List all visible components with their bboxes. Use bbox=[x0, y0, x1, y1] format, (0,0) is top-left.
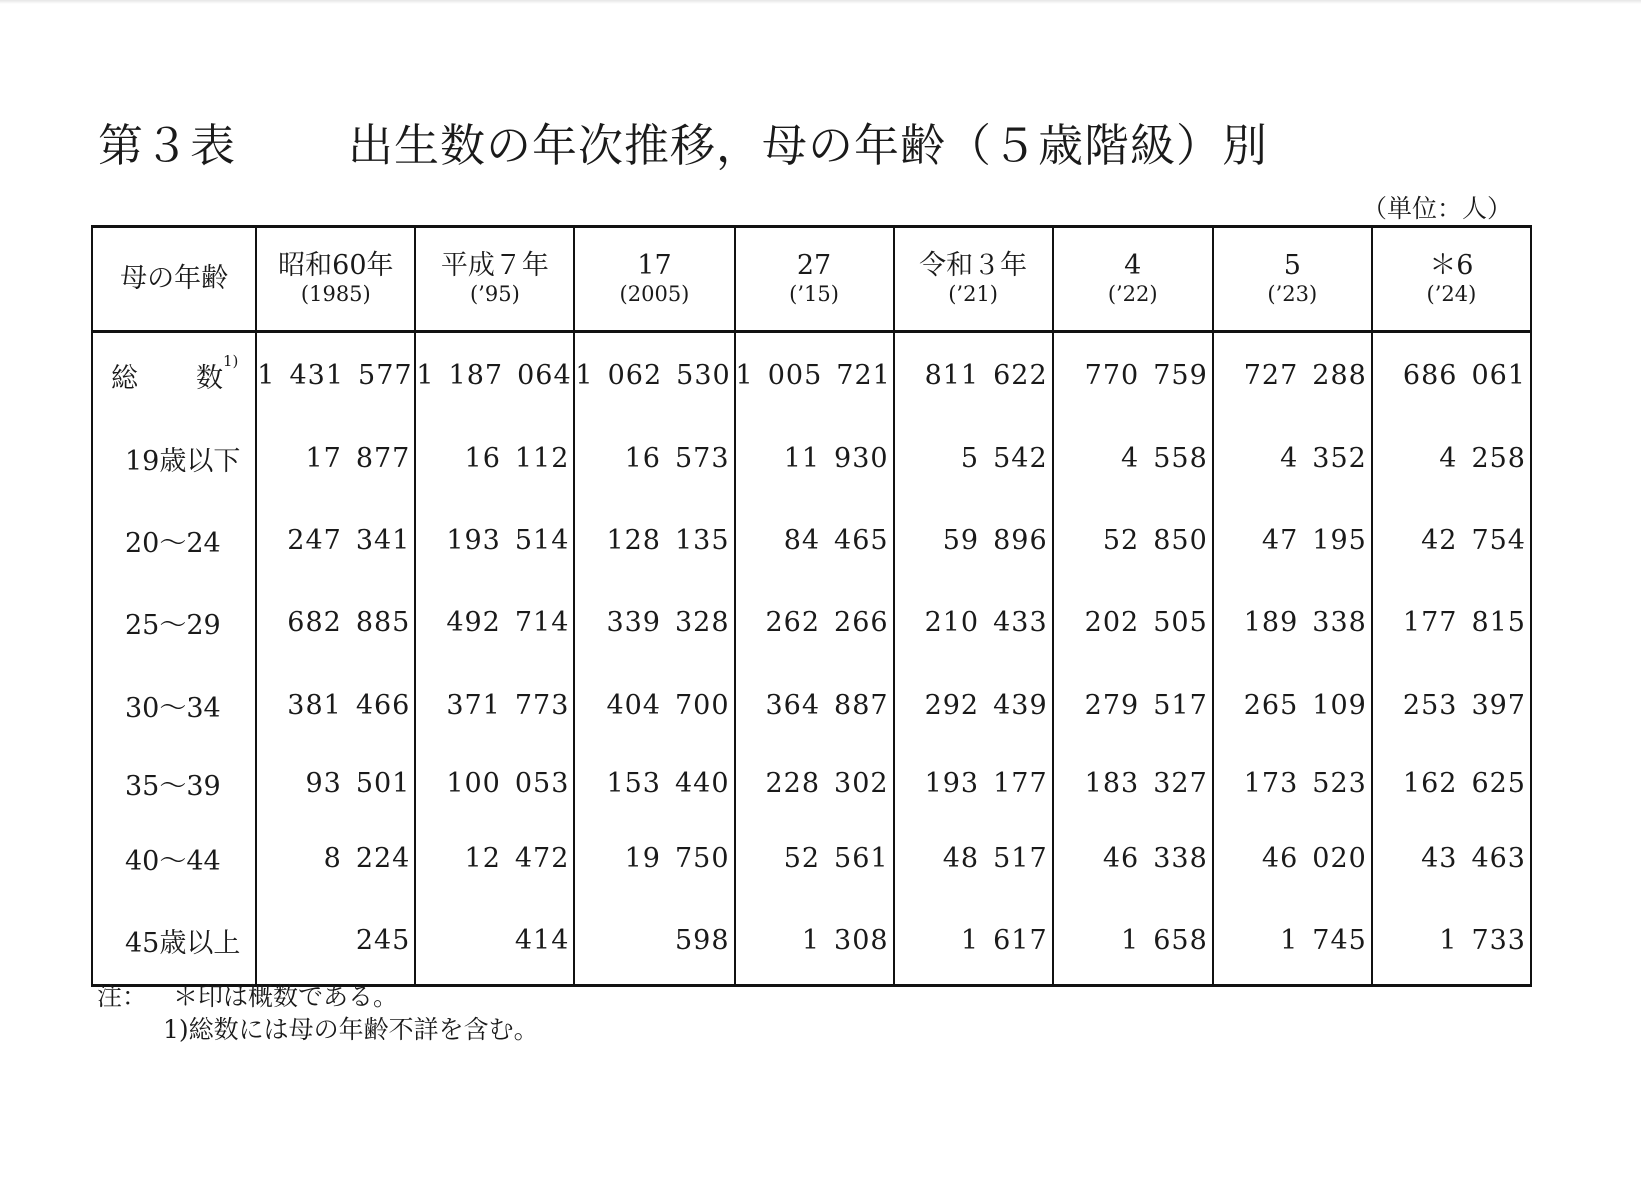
column-header bbox=[1053, 227, 1213, 332]
column-year: ＊6 bbox=[1429, 250, 1474, 281]
table-cell: 1 005 721 bbox=[735, 332, 894, 418]
column-year: 4 bbox=[1124, 250, 1142, 281]
table-cell: 52 850 bbox=[1053, 500, 1213, 581]
total-label-part: 数 bbox=[196, 362, 223, 394]
row-label: 30～34 bbox=[92, 665, 256, 746]
table-cell: 253 397 bbox=[1372, 665, 1531, 746]
table-cell: 177 815 bbox=[1372, 581, 1531, 665]
table-cell: 173 523 bbox=[1213, 746, 1372, 821]
table-cell: 42 754 bbox=[1372, 500, 1531, 581]
table-cell: 59 896 bbox=[894, 500, 1053, 581]
column-header bbox=[894, 227, 1053, 332]
table-notes bbox=[97, 980, 539, 1046]
table-cell: 17 877 bbox=[256, 418, 415, 500]
note-text: 1)総数には母の年齢不詳を含む。 bbox=[163, 1015, 539, 1044]
table-cell: 414 bbox=[415, 897, 574, 986]
column-year-sub: (’15) bbox=[789, 282, 839, 306]
header-row bbox=[92, 227, 1531, 332]
column-year-sub: (’24) bbox=[1426, 282, 1477, 306]
row-label: 19歳以下 bbox=[92, 418, 256, 500]
table-cell: 100 053 bbox=[415, 746, 574, 821]
total-label-part: 総 bbox=[111, 362, 138, 394]
table-cell: 4 352 bbox=[1213, 418, 1372, 500]
table-row-total bbox=[92, 332, 1531, 418]
table-cell: 1 187 064 bbox=[415, 332, 574, 418]
column-header bbox=[1372, 227, 1531, 332]
table-cell: 381 466 bbox=[256, 665, 415, 746]
table-row bbox=[92, 897, 1531, 986]
table-cell: 93 501 bbox=[256, 746, 415, 821]
table-cell: 228 302 bbox=[735, 746, 894, 821]
table-row bbox=[92, 581, 1531, 665]
table-cell: 4 258 bbox=[1372, 418, 1531, 500]
column-header bbox=[256, 227, 415, 332]
table-cell: 1 733 bbox=[1372, 897, 1531, 986]
table-cell: 339 328 bbox=[574, 581, 734, 665]
row-label: 25～29 bbox=[92, 581, 256, 665]
footnote-marker: 1) bbox=[223, 351, 239, 370]
table-cell: 19 750 bbox=[574, 821, 734, 897]
table-cell: 404 700 bbox=[574, 665, 734, 746]
table-cell: 1 062 530 bbox=[574, 332, 734, 418]
column-year-sub: (’22) bbox=[1107, 282, 1158, 306]
unit-label: （単位：人） bbox=[1361, 194, 1512, 223]
table-cell: 686 061 bbox=[1372, 332, 1531, 418]
table-cell: 727 288 bbox=[1213, 332, 1372, 418]
table-header bbox=[92, 227, 1531, 332]
table-cell: 193 514 bbox=[415, 500, 574, 581]
table-cell: 682 885 bbox=[256, 581, 415, 665]
table-row bbox=[92, 500, 1531, 581]
table-cell: 364 887 bbox=[735, 665, 894, 746]
table-cell: 210 433 bbox=[894, 581, 1053, 665]
row-label: 35～39 bbox=[92, 746, 256, 821]
table-cell: 5 542 bbox=[894, 418, 1053, 500]
table-cell: 162 625 bbox=[1372, 746, 1531, 821]
table-cell: 193 177 bbox=[894, 746, 1053, 821]
table-cell: 16 112 bbox=[415, 418, 574, 500]
births-table bbox=[91, 225, 1532, 987]
table-cell: 598 bbox=[574, 897, 734, 986]
column-year: 5 bbox=[1283, 250, 1301, 281]
table-cell: 4 558 bbox=[1053, 418, 1213, 500]
table-cell: 770 759 bbox=[1053, 332, 1213, 418]
table-cell: 43 463 bbox=[1372, 821, 1531, 897]
column-year-sub: (2005) bbox=[619, 282, 690, 306]
row-label: 40～44 bbox=[92, 821, 256, 897]
table-cell: 492 714 bbox=[415, 581, 574, 665]
column-header bbox=[735, 227, 894, 332]
table-cell: 8 224 bbox=[256, 821, 415, 897]
table-cell: 202 505 bbox=[1053, 581, 1213, 665]
table-cell: 245 bbox=[256, 897, 415, 986]
table-cell: 1 658 bbox=[1053, 897, 1213, 986]
table-cell: 48 517 bbox=[894, 821, 1053, 897]
table-body bbox=[92, 332, 1531, 986]
table-cell: 52 561 bbox=[735, 821, 894, 897]
table-cell: 279 517 bbox=[1053, 665, 1213, 746]
table-cell: 153 440 bbox=[574, 746, 734, 821]
table-cell: 292 439 bbox=[894, 665, 1053, 746]
top-shadow bbox=[0, 0, 1641, 4]
table-cell: 1 617 bbox=[894, 897, 1053, 986]
table-cell: 128 135 bbox=[574, 500, 734, 581]
column-year-sub: (’23) bbox=[1267, 282, 1318, 306]
table-row bbox=[92, 821, 1531, 897]
column-year-sub: (1985) bbox=[300, 282, 371, 306]
table-cell: 371 773 bbox=[415, 665, 574, 746]
table-cell: 247 341 bbox=[256, 500, 415, 581]
table-row bbox=[92, 665, 1531, 746]
table-title bbox=[98, 118, 1268, 174]
column-year: 平成７年 bbox=[440, 250, 549, 281]
table-cell: 16 573 bbox=[574, 418, 734, 500]
note-text: ＊印は概数である。 bbox=[173, 982, 399, 1011]
table-cell: 265 109 bbox=[1213, 665, 1372, 746]
column-header bbox=[1213, 227, 1372, 332]
table-cell: 12 472 bbox=[415, 821, 574, 897]
column-year: 17 bbox=[637, 250, 672, 281]
column-year: 令和３年 bbox=[919, 250, 1028, 281]
table-cell: 262 266 bbox=[735, 581, 894, 665]
table-cell: 46 020 bbox=[1213, 821, 1372, 897]
table-cell: 183 327 bbox=[1053, 746, 1213, 821]
table-cell: 1 431 577 bbox=[256, 332, 415, 418]
table-cell: 189 338 bbox=[1213, 581, 1372, 665]
column-header bbox=[574, 227, 734, 332]
table-number: 第３表 bbox=[98, 119, 237, 172]
table-cell: 1 745 bbox=[1213, 897, 1372, 986]
note-label: 注： bbox=[97, 982, 148, 1011]
column-year-sub: (’95) bbox=[469, 282, 520, 306]
table-cell: 11 930 bbox=[735, 418, 894, 500]
row-label: 20～24 bbox=[92, 500, 256, 581]
table-cell: 1 308 bbox=[735, 897, 894, 986]
table-cell: 46 338 bbox=[1053, 821, 1213, 897]
row-label-total bbox=[92, 332, 256, 418]
row-header-cell: 母の年齢 bbox=[92, 227, 256, 332]
note-line bbox=[97, 980, 539, 1013]
row-label: 45歳以上 bbox=[92, 897, 256, 986]
table-row bbox=[92, 746, 1531, 821]
table-cell: 47 195 bbox=[1213, 500, 1372, 581]
table-cell: 811 622 bbox=[894, 332, 1053, 418]
column-header bbox=[415, 227, 574, 332]
column-year: 27 bbox=[796, 250, 832, 281]
note-line bbox=[97, 1013, 539, 1046]
table-cell: 84 465 bbox=[735, 500, 894, 581]
table-row bbox=[92, 418, 1531, 500]
column-year-sub: (’21) bbox=[948, 282, 999, 306]
table-title-text: 出生数の年次推移，母の年齢（５歳階級）別 bbox=[348, 119, 1269, 172]
column-year: 昭和60年 bbox=[278, 250, 394, 281]
